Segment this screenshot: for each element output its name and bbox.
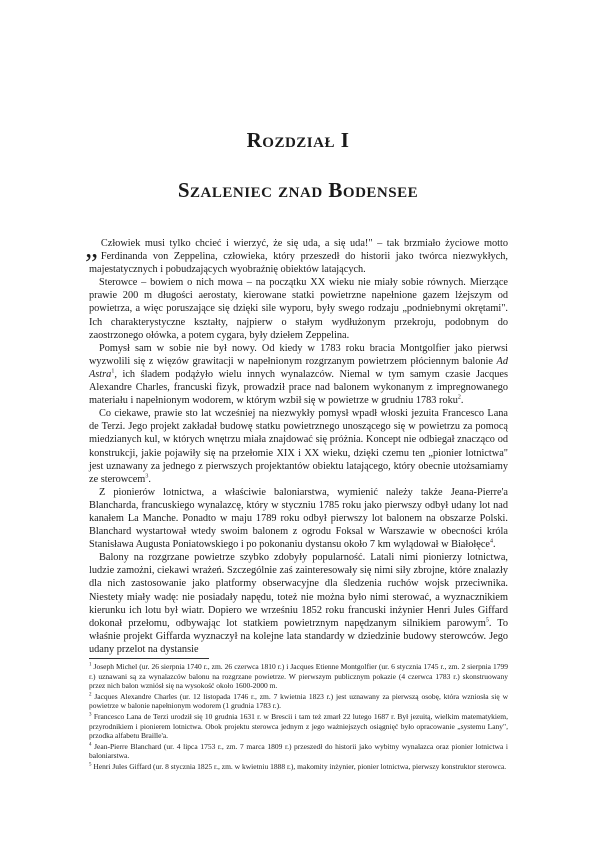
paragraph [89,407,508,486]
opening-quote: „ [85,232,98,264]
chapter-title: Szaleniec znad Bodensee [177,178,419,202]
footnote-text: Jacques Alexandre Charles (ur. 12 listopada 1746 r., zm. 7 kwietnia 1823 r.) jest uznawany za pierwszą osobę, która wzniosła się w powietrze w balonie napełnionym wodorem (1 grudnia 1783 r.). [89,691,509,711]
footnote [89,712,508,741]
paragraph-text: Co ciekawe, prawie sto lat wcześniej na niezwykły pomysł wpadł włoski jezuita Francesco Lana de Terzi. Jego projekt zakładał budowę statku powietrznego unoszącego się w powietrzu za pomocą miedzianych kul, w których wnętrzu miała znajdować się próżnia. Koncept nie odbiegał znacząco od konstrukcji, jakie pojawiły się na przełomie XIX i XX wieku, dzięki czemu ten „pionier lotnictwa" jest uznawany za jednego z pierwszych projektantów obiektu latającego, który obecnie utożsamiamy ze sterowcem [89,408,508,485]
paragraph-text: Z pionierów lotnictwa, a właściwie baloniarstwa, wymienić należy także Jeana-Pierre'a Blancharda, francuskiego wynalazcę, który w styczniu 1785 roku jako pierwszy odbył udany lot nad kanałem La Manche. Ponadto w maju 1789 roku odbył pierwszy lot balonem na obszarze Polski. Blanchard wystartował wtedy swoim balonem z ogrodu Foksal w Warszawie w obecności króla Stanisława Augusta Poniatowskiego i po pokonaniu dystansu około 7 km wylądował w Białołęce [89,486,508,551]
footnote-text: Jean-Pierre Blanchard (ur. 4 lipca 1753 r., zm. 7 marca 1809 r.) przeszedł do historii jako wybitny wynalazca oraz pionier lotnictwa i baloniarstwa. [89,741,509,761]
paragraph-text: . [460,395,464,407]
footnote-ref: 4 [489,538,493,545]
footnote [89,662,508,691]
footnote-text: Henri Jules Giffard (ur. 8 stycznia 1825 r., zm. w kwietniu 1888 r.), makomity inżynier, pionier lotnictwa, pierwszy konstruktor sterowca. [93,761,507,771]
footnote-number: 4 [89,742,92,748]
footnote [89,762,508,772]
footnote-number: 2 [89,692,92,698]
paragraph-text: . To właśnie projekt Giffarda wyznaczył na kolejne lata standardy w dziedzinie budowy sterowców. Jego udany przelot na dystansie [89,617,509,655]
paragraph [89,551,508,656]
italic-name: Ad Astra [89,355,508,380]
footnote-number: 3 [89,712,92,718]
footnote-ref: 1 [111,368,115,375]
paragraph-text: , ich śladem podążyło wielu innych wynalazców. Niemal w tym samym czasie Jacques Alexandre Charles, francuski fizyk, prowadził prace nad balonem wykonanym z impregnowanego materiału i napełnionym wodorem, w którym wzbił się w powietrze w grudniu 1783 roku [89,368,508,407]
footnotes [89,662,508,773]
paragraph [89,486,508,551]
footnote-ref: 2 [457,394,461,401]
paragraph-text: Sterowce – bowiem o nich mowa – na początku XX wieku nie miały sobie równych. Mierzące prawie 200 m długości aerostaty, kierowane statki powietrzne napełnione gazem lżejszym od powietrza, a więc poruszające się dzięki sile wyporu, były swego rodzaju „podniebnymi okrętami". Ich charakterystyczne kształty, najpierw o stałym wydłużonym przekroju, podobnym do zaostrzonego ołówka, a potem cygara, były dziełem Zeppelina. [89,277,508,341]
paragraph [85,232,508,276]
body-text [85,232,509,656]
footnote-text: Joseph Michel (ur. 26 sierpnia 1740 r., zm. 26 czerwca 1810 r.) i Jacques Etienne Montgolfier (ur. 6 stycznia 1745 r., zm. 2 sierpnia 1799 r.) uznawani są za wynalazców balonu na rozgrzane powietrze. W pierwszym publicznym pokazie (4 czerwca 1783 r.) skonstruowany przez nich balon wzniósł się na wysokość około 1600-2000 m. [89,662,508,691]
paragraph-text: . [492,539,496,551]
footnote-ref: 3 [145,473,149,480]
footnote-text: Francesco Lana de Terzi urodził się 10 grudnia 1631 r. w Brescii i tam też zmarł 22 lutego 1687 r. Był jezuitą, wielkim matematykiem, przyrodnikiem i pionierem lotnictwa. Obok projektu sterowca jednym z jego ważniejszych osiągnięć było opracowanie „systemu Lany", przodka alfabetu Braille'a. [89,711,509,741]
paragraph [89,342,508,407]
footnote-divider [89,658,209,659]
footnote [89,692,508,711]
chapter-label: Rozdział I [246,128,350,152]
paragraph-text: Balony na rozgrzane powietrze szybko zdobyły popularność. Latali nimi pionierzy lotnictwa, ludzie zamożni, ciekawi wrażeń. Szczególnie zaś zainteresowały się nimi siły zbrojne, które znalazły dla nich zastosowanie jako platformy obserwacyjne dla śledzenia ruchów wojsk przeciwnika. Niestety miały wadę: nie posiadały napędu, toteż nie można było nimi sterować, a wyznacznikiem kierunku ich lotu był wiatr. Dopiero we wrześniu 1852 roku francuski inżynier Henri Jules Giffard dokonał przełomu, odbywając lot statkiem powietrznym napędzanym silnikiem parowym [89,552,508,629]
footnote-number: 5 [89,762,92,768]
paragraph-text: Pomysł sam w sobie nie był nowy. Od kiedy w 1783 roku bracia Montgolfier jako pierwsi wyzwolili się z więzów grawitacji w napełnionym rozgrzanym powietrzem płóciennym balonie [89,342,508,367]
footnote-ref: 5 [485,617,489,624]
paragraph [89,276,508,341]
footnote [89,742,508,761]
paragraph-text: Człowiek musi tylko chcieć i wierzyć, że się uda, a się uda!" – tak brzmiało życiowe motto Ferdinanda von Zeppelina, człowieka, który przeszedł do historii jako twórca niezwykłych, majestatycznych i pobudzających wyobraźnię obiektów latających. [89,238,508,276]
footnote-number: 1 [89,662,92,668]
paragraph-text: . [148,473,151,485]
